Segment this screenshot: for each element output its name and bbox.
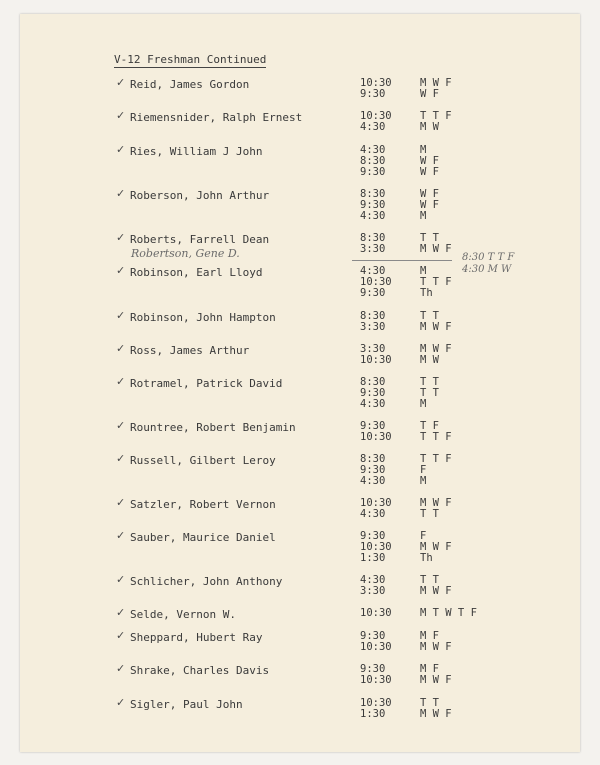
student-name: Robinson, John Hampton: [130, 311, 276, 324]
class-time: 3:30: [360, 585, 386, 597]
check-mark-icon: ✓: [116, 419, 126, 432]
class-times: [360, 631, 392, 653]
class-time: 8:30: [360, 310, 386, 322]
class-time: 10:30: [360, 276, 392, 288]
class-days: [420, 454, 452, 487]
class-time: 10:30: [360, 541, 392, 553]
class-days: [420, 575, 452, 597]
class-time: 3:30: [360, 243, 386, 255]
class-day: M W F: [420, 77, 452, 89]
class-times: [360, 266, 392, 299]
class-time: 10:30: [360, 77, 392, 89]
class-day: T T: [420, 697, 439, 709]
class-day: M W F: [420, 243, 452, 255]
check-mark-icon: ✓: [116, 662, 126, 675]
check-mark-icon: ✓: [116, 606, 126, 619]
class-time: 10:30: [360, 354, 392, 366]
student-name: Satzler, Robert Vernon: [130, 498, 276, 511]
class-day: M W F: [420, 321, 452, 333]
class-times: [360, 575, 385, 597]
student-name: Sauber, Maurice Daniel: [130, 531, 276, 544]
student-name: Schlicher, John Anthony: [130, 575, 283, 588]
class-times: [360, 608, 392, 619]
class-day: T F: [420, 420, 439, 432]
check-mark-icon: ✓: [116, 76, 126, 89]
class-day: M W F: [420, 641, 452, 653]
class-time: 4:30: [360, 475, 386, 487]
class-days: [420, 189, 439, 222]
student-name: Reid, James Gordon: [130, 78, 250, 91]
class-time: 10:30: [360, 110, 392, 122]
class-day: M: [420, 144, 427, 156]
check-mark-icon: ✓: [116, 529, 126, 542]
class-times: [360, 111, 392, 133]
class-time: 9:30: [360, 420, 386, 432]
class-time: 9:30: [360, 530, 386, 542]
student-name: Sheppard, Hubert Ray: [130, 631, 263, 644]
class-day: T T: [420, 574, 439, 586]
class-day: T T F: [420, 453, 452, 465]
class-time: 10:30: [360, 674, 392, 686]
class-time: 4:30: [360, 508, 386, 520]
class-days: [420, 608, 477, 619]
class-days: [420, 664, 452, 686]
class-time: 4:30: [360, 121, 386, 133]
handwritten-note-line: 4:30 M W: [462, 264, 512, 275]
class-day: T T F: [420, 431, 452, 443]
student-name: Riemensnider, Ralph Ernest: [130, 111, 303, 124]
class-times: [360, 664, 392, 686]
class-times: [360, 145, 385, 178]
class-times: [360, 698, 392, 720]
class-time: 8:30: [360, 453, 386, 465]
class-day: M F: [420, 663, 439, 675]
class-time: 9:30: [360, 166, 386, 178]
class-day: M W F: [420, 708, 452, 720]
class-time: 4:30: [360, 210, 386, 222]
student-name: Selde, Vernon W.: [130, 608, 236, 621]
handwritten-name: Robertson, Gene D.: [131, 247, 240, 260]
class-day: M W F: [420, 541, 452, 553]
class-day: T T: [420, 232, 439, 244]
student-name: Shrake, Charles Davis: [130, 664, 270, 677]
class-day: M W: [420, 121, 439, 133]
check-mark-icon: ✓: [116, 187, 126, 200]
class-days: [420, 145, 439, 178]
class-time: 3:30: [360, 321, 386, 333]
class-day: W F: [420, 166, 439, 178]
class-days: [420, 111, 452, 133]
student-name: Robinson, Earl Lloyd: [130, 266, 263, 279]
class-time: 4:30: [360, 574, 386, 586]
class-time: 8:30: [360, 232, 386, 244]
class-times: [360, 233, 385, 255]
class-time: 4:30: [360, 144, 386, 156]
class-time: 4:30: [360, 398, 386, 410]
check-mark-icon: ✓: [116, 452, 126, 465]
class-day: M W: [420, 354, 439, 366]
class-day: T T F: [420, 276, 452, 288]
class-time: 9:30: [360, 663, 386, 675]
class-times: [360, 421, 392, 443]
class-days: [420, 498, 452, 520]
class-times: [360, 377, 385, 410]
class-day: T T: [420, 310, 439, 322]
class-times: [360, 454, 385, 487]
check-mark-icon: ✓: [116, 573, 126, 586]
class-day: M: [420, 210, 427, 222]
class-day: M W F: [420, 585, 452, 597]
class-day: T T: [420, 508, 439, 520]
check-mark-icon: ✓: [116, 309, 126, 322]
class-days: [420, 377, 439, 410]
class-day: W F: [420, 155, 439, 167]
student-name: Ross, James Arthur: [130, 344, 250, 357]
class-time: 9:30: [360, 630, 386, 642]
handwritten-note-line: 8:30 T T F: [462, 252, 515, 263]
class-times: [360, 531, 392, 564]
student-name: Roberson, John Arthur: [130, 189, 270, 202]
class-day: W F: [420, 88, 439, 100]
class-day: F: [420, 530, 427, 542]
class-time: 1:30: [360, 552, 386, 564]
class-days: [420, 531, 452, 564]
class-time: 8:30: [360, 155, 386, 167]
class-day: T T F: [420, 110, 452, 122]
class-days: [420, 631, 452, 653]
class-time: 9:30: [360, 464, 386, 476]
class-times: [360, 189, 385, 222]
class-day: Th: [420, 287, 433, 299]
check-mark-icon: ✓: [116, 629, 126, 642]
class-time: 4:30: [360, 265, 386, 277]
class-time: 9:30: [360, 199, 386, 211]
student-name: Sigler, Paul John: [130, 698, 243, 711]
student-name: Roberts, Farrell Dean: [130, 233, 270, 246]
student-name: Rountree, Robert Benjamin: [130, 421, 296, 434]
class-time: 10:30: [360, 431, 392, 443]
class-time: 3:30: [360, 343, 386, 355]
class-day: F: [420, 464, 427, 476]
class-days: [420, 233, 452, 255]
class-time: 9:30: [360, 88, 386, 100]
check-mark-icon: ✓: [116, 264, 126, 277]
class-day: M W F: [420, 497, 452, 509]
class-times: [360, 344, 392, 366]
class-day: M: [420, 475, 427, 487]
class-days: [420, 698, 452, 720]
class-days: [420, 421, 452, 443]
check-mark-icon: ✓: [116, 342, 126, 355]
student-name: Russell, Gilbert Leroy: [130, 454, 276, 467]
check-mark-icon: ✓: [116, 231, 126, 244]
handwritten-note: [462, 252, 514, 276]
class-time: 10:30: [360, 607, 392, 619]
class-day: Th: [420, 552, 433, 564]
class-days: [420, 266, 452, 299]
class-day: M T W T F: [420, 607, 477, 619]
class-times: [360, 498, 392, 520]
class-time: 9:30: [360, 387, 386, 399]
class-time: 8:30: [360, 376, 386, 388]
class-times: [360, 78, 392, 100]
class-time: 10:30: [360, 697, 392, 709]
class-day: W F: [420, 188, 439, 200]
paper-sheet: [20, 14, 580, 752]
class-day: M: [420, 398, 427, 410]
check-mark-icon: ✓: [116, 696, 126, 709]
class-time: 10:30: [360, 497, 392, 509]
class-days: [420, 311, 452, 333]
class-time: 9:30: [360, 287, 386, 299]
student-name: Ries, William J John: [130, 145, 263, 158]
page-title: V-12 Freshman Continued: [114, 53, 267, 66]
class-day: T T: [420, 376, 439, 388]
class-times: [360, 311, 385, 333]
class-time: 10:30: [360, 641, 392, 653]
class-day: T T: [420, 387, 439, 399]
student-name: Rotramel, Patrick David: [130, 377, 283, 390]
class-day: M F: [420, 630, 439, 642]
class-day: M: [420, 265, 427, 277]
class-day: M W F: [420, 674, 452, 686]
class-days: [420, 344, 452, 366]
class-time: 1:30: [360, 708, 386, 720]
class-day: M W F: [420, 343, 452, 355]
check-mark-icon: ✓: [116, 375, 126, 388]
check-mark-icon: ✓: [116, 496, 126, 509]
class-days: [420, 78, 452, 100]
class-time: 8:30: [360, 188, 386, 200]
handwritten-rule: [352, 260, 452, 261]
class-day: W F: [420, 199, 439, 211]
check-mark-icon: ✓: [116, 109, 126, 122]
check-mark-icon: ✓: [116, 143, 126, 156]
